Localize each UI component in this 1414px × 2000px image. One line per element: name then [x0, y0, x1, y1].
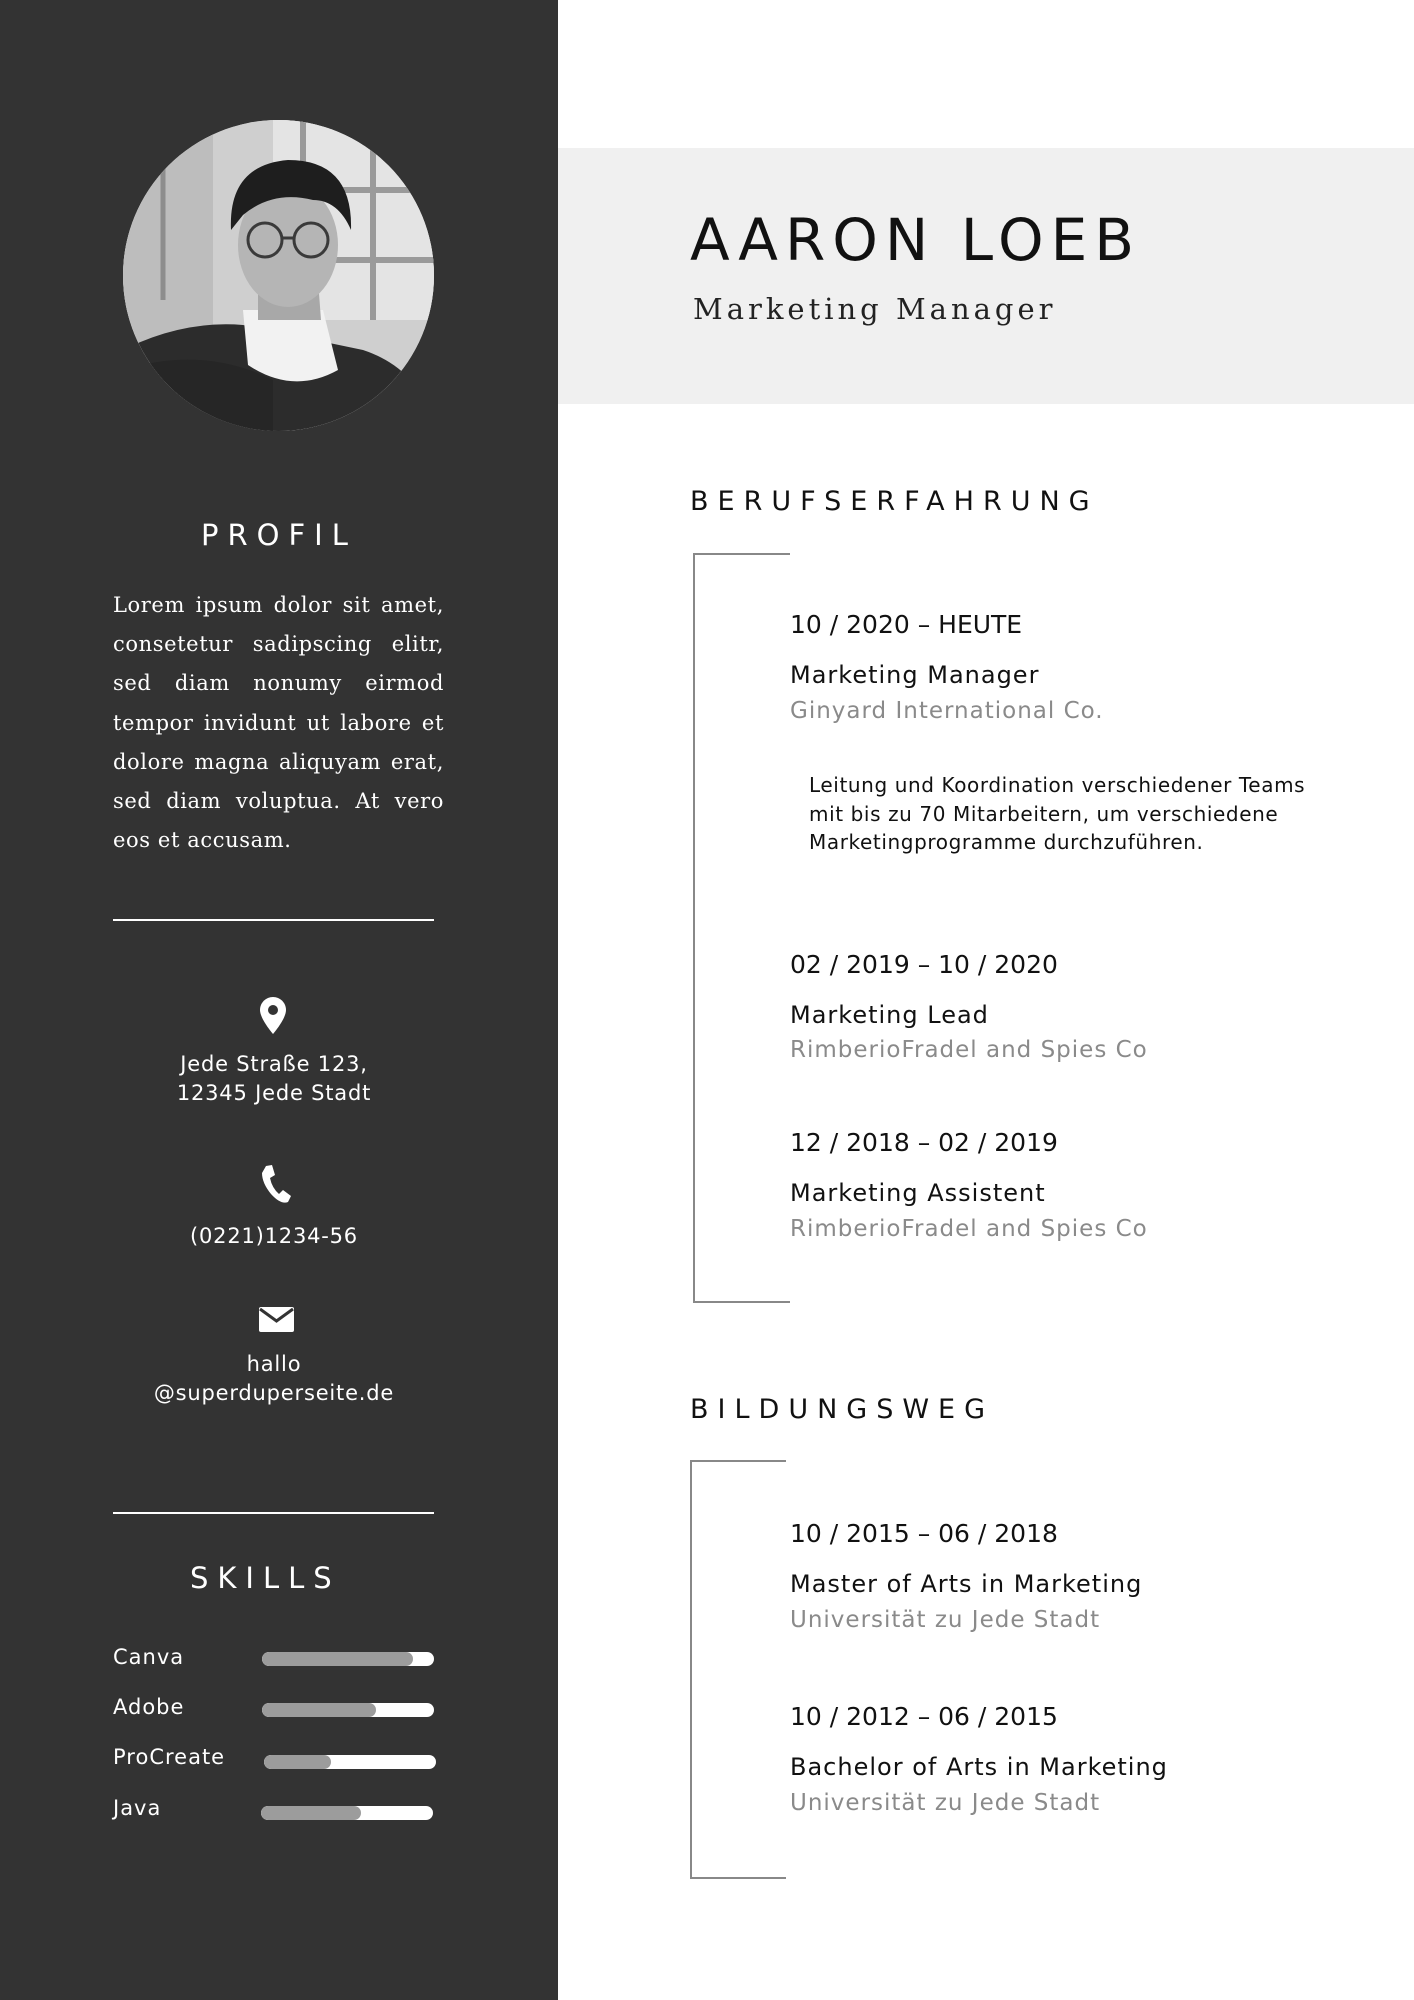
experience-company: Ginyard International Co.	[790, 698, 1104, 724]
mail-icon	[259, 1307, 294, 1332]
divider	[113, 919, 434, 921]
email-line-1: hallo	[246, 1352, 302, 1376]
skill-bar	[261, 1806, 433, 1820]
education-school: Universität zu Jede Stadt	[790, 1790, 1101, 1816]
experience-date: 12 / 2018 – 02 / 2019	[790, 1128, 1058, 1157]
header-band	[558, 148, 1414, 404]
skill-fill	[264, 1755, 331, 1769]
education-date: 10 / 2012 – 06 / 2015	[790, 1702, 1058, 1731]
experience-company: RimberioFradel and Spies Co	[790, 1037, 1148, 1063]
address-line-2: 12345 Jede Stadt	[176, 1081, 372, 1105]
skill-label: Canva	[113, 1645, 185, 1669]
education-title: Bachelor of Arts in Marketing	[790, 1753, 1168, 1781]
profile-heading: PROFIL	[201, 518, 357, 552]
experience-title: Marketing Assistent	[790, 1179, 1046, 1207]
skill-label: ProCreate	[113, 1745, 226, 1769]
person-role: Marketing Manager	[693, 292, 1057, 326]
experience-title: Marketing Manager	[790, 661, 1040, 689]
skill-bar	[264, 1755, 436, 1769]
education-date: 10 / 2015 – 06 / 2018	[790, 1519, 1058, 1548]
education-school: Universität zu Jede Stadt	[790, 1607, 1101, 1633]
skill-fill	[262, 1703, 376, 1717]
profile-text: Lorem ipsum dolor sit amet, consetetur sadipscing elitr, sed diam nonumy eirmod tempor invidunt ut labore et dolore magna aliquyam erat, sed diam voluptua. At vero eos et accusam.	[113, 593, 444, 853]
phone-icon	[261, 1164, 291, 1204]
experience-heading: BERUFSERFAHRUNG	[690, 486, 1099, 517]
phone-number: (0221)1234-56	[190, 1224, 358, 1248]
person-name: AARON LOEB	[690, 206, 1142, 274]
skills-heading: SKILLS	[190, 1561, 341, 1595]
education-bracket	[690, 1460, 786, 1879]
skill-bar	[262, 1652, 434, 1666]
skill-fill	[262, 1652, 413, 1666]
education-title: Master of Arts in Marketing	[790, 1570, 1143, 1598]
education-heading: BILDUNGSWEG	[690, 1394, 995, 1425]
location-pin-icon	[260, 997, 286, 1034]
skill-fill	[261, 1806, 361, 1820]
experience-title: Marketing Lead	[790, 1001, 989, 1029]
experience-description: Leitung und Koordination verschiedener Teams mit bis zu 70 Mitarbeitern, um verschiedene Marketingprogramme durchzuführen.	[809, 773, 1306, 854]
skill-bar	[262, 1703, 434, 1717]
email-line-2: @superduperseite.de	[153, 1381, 395, 1405]
address-line-1: Jede Straße 123,	[180, 1052, 368, 1076]
address	[100, 1050, 448, 1108]
profile-photo	[123, 120, 434, 431]
experience-bracket	[693, 553, 790, 1303]
skill-label: Adobe	[113, 1695, 185, 1719]
experience-date: 10 / 2020 – HEUTE	[790, 610, 1023, 639]
experience-company: RimberioFradel and Spies Co	[790, 1216, 1148, 1242]
skill-label: Java	[113, 1796, 162, 1820]
sidebar	[0, 0, 558, 2000]
email	[100, 1350, 448, 1408]
experience-date: 02 / 2019 – 10 / 2020	[790, 950, 1058, 979]
divider	[113, 1512, 434, 1514]
